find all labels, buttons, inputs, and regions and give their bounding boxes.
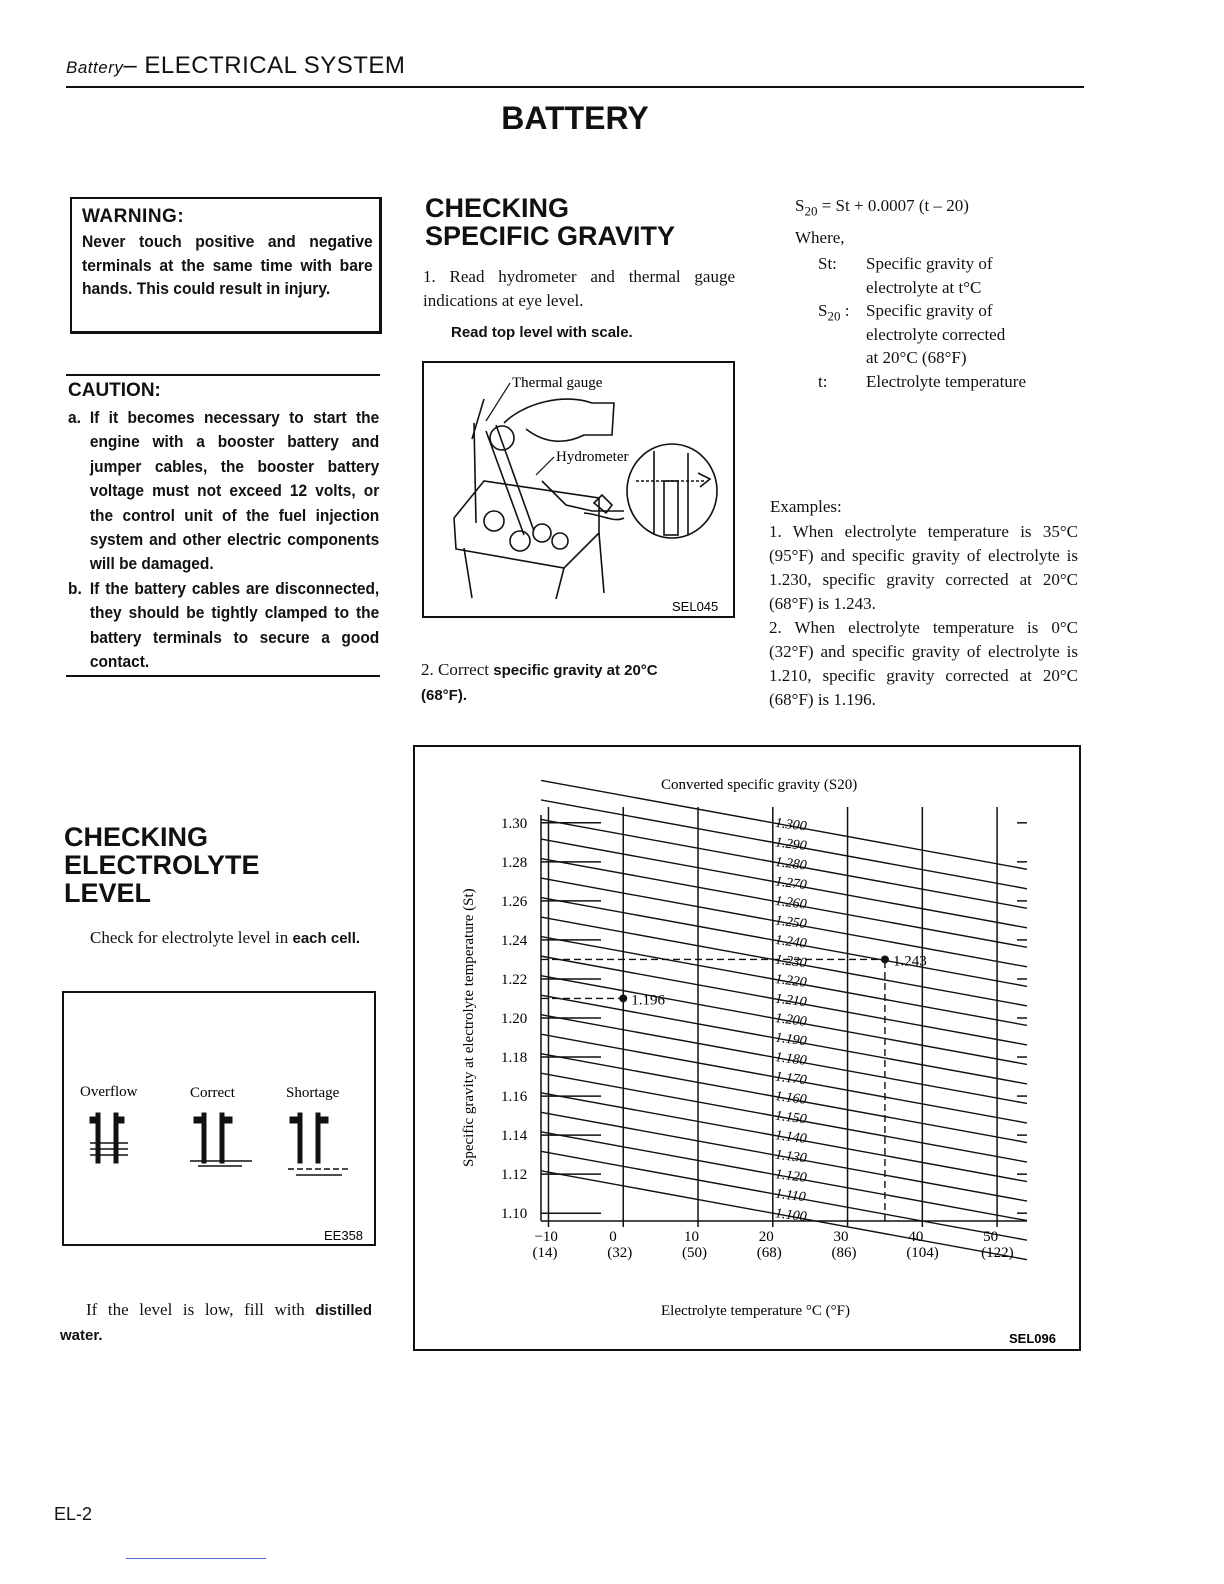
chart-title: Converted specific gravity (S20) <box>661 777 858 793</box>
chart-ylabel: Specific gravity at electrolyte temperature (St) <box>461 888 477 1167</box>
caution-item-a-text: If it becomes necessary to start the engine with a booster battery and jumper cables, the booster battery voltage must not exceed 12 volts, or the control unit of the fuel injection system and other electric components will be damaged. <box>89 408 380 574</box>
electrolyte-level-drawing <box>64 993 374 1244</box>
warning-title: WARNING: <box>82 206 185 227</box>
electrolyte-heading <box>64 823 260 907</box>
electrolyte-check-bold: each cell. <box>292 930 361 947</box>
formula-equation <box>795 196 969 219</box>
chart-s20-line-label: 1.180 <box>774 1050 808 1069</box>
formula-definitions <box>818 252 1026 394</box>
chart-y-tick-label: 1.10 <box>501 1206 528 1223</box>
chart-x-tick-label-c: 50 <box>983 1229 999 1245</box>
section-title: – ELECTRICAL SYSTEM <box>123 52 406 79</box>
chart-s20-line-label: 1.250 <box>774 913 808 933</box>
chart-x-tick-label-c: −10 <box>534 1229 558 1245</box>
chart-y-tick-label: 1.12 <box>501 1167 528 1184</box>
term-s20 <box>818 299 866 370</box>
hydrometer-drawing <box>424 363 733 616</box>
def-t: Electrolyte temperature <box>866 371 1026 391</box>
page-number: EL-2 <box>54 1504 93 1524</box>
electrolyte-level-figure <box>62 991 376 1246</box>
s20-symbol: S <box>795 196 805 215</box>
caution-list <box>68 406 379 674</box>
chart-s20-line-label: 1.140 <box>774 1128 808 1147</box>
chart-s20-line-label: 1.160 <box>774 1089 808 1108</box>
hydrometer-figure <box>422 361 735 618</box>
term-st: St: <box>818 254 837 273</box>
example-2: 2. When electrolyte temperature is 0°C (32°F) and specific gravity of electrolyte is 1.210, specific gravity corrected at 20°C (68°F) is 1.196. <box>769 618 1078 709</box>
hydrometer-inset <box>627 444 717 538</box>
sg-heading-line2: SPECIFIC GRAVITY <box>425 221 676 251</box>
caution-item-b-text: If the battery cables are disconnected, they should be tightly clamped to the battery terminals to secure a good contact. <box>89 578 380 672</box>
specific-gravity-heading <box>425 194 675 250</box>
caution-item-a <box>68 406 379 577</box>
chart-y-tick-labels <box>501 816 528 1222</box>
term-s20-sym: S <box>818 301 828 321</box>
sg-step2-bold-b: (68°F). <box>421 687 468 704</box>
chart-x-tick-label-c: 10 <box>684 1229 700 1245</box>
electrolyte-fill-text <box>60 1298 372 1348</box>
electrolyte-fill-plain: If the level is low, fill with <box>86 1300 316 1319</box>
chart-x-tick-label-c: 30 <box>833 1229 849 1245</box>
def-s20-line1: Specific gravity of <box>866 301 993 321</box>
chart-x-tick-labels <box>532 1229 1013 1261</box>
page-title: BATTERY <box>501 100 649 136</box>
fig-label-overflow: Overflow <box>80 1084 138 1100</box>
chart-s20-line-label: 1.120 <box>774 1167 808 1186</box>
chart-example-label: 1.196 <box>631 992 665 1009</box>
chart-x-tick-label-f: (32) <box>607 1245 633 1261</box>
term-s20-sub: 20 <box>827 308 841 324</box>
electrolyte-fill-bold: distilled water. <box>60 1302 372 1344</box>
electrolyte-heading-line2: ELECTROLYTE <box>64 850 260 880</box>
chart-s20-line-label: 1.130 <box>774 1147 808 1167</box>
sg-step2 <box>421 658 741 708</box>
chart-y-tick-label: 1.26 <box>501 893 528 910</box>
chart-s20-line-label: 1.110 <box>774 1186 807 1206</box>
def-st-line1: Specific gravity of <box>866 254 993 273</box>
term-s20-colon: : <box>840 301 850 321</box>
chart-s20-line-label: 1.240 <box>774 933 808 952</box>
chart-s20-line-label: 1.230 <box>774 952 808 972</box>
chart-s20-line-label: 1.150 <box>774 1108 808 1128</box>
chart-example-label: 1.243 <box>892 953 927 970</box>
caution-bottom-rule <box>66 675 380 677</box>
section-name: Battery <box>66 58 124 77</box>
gravity-chart-figure <box>413 745 1081 1351</box>
sg-step2-plain: 2. Correct <box>421 660 494 679</box>
chart-s20-lines <box>541 780 1027 1259</box>
footer-rule <box>126 1558 266 1559</box>
def-s20-line2: electrolyte corrected <box>866 324 1006 344</box>
equation-text: = St + 0.0007 (t – 20) <box>817 196 969 215</box>
chart-example-point <box>881 955 889 963</box>
warning-box <box>70 197 382 334</box>
chart-s20-line-label: 1.290 <box>774 835 808 855</box>
term-t: t: <box>818 371 828 391</box>
examples-title: Examples: <box>770 497 842 516</box>
chart-y-tick-label: 1.20 <box>501 1011 528 1027</box>
chart-x-tick-label-f: (14) <box>532 1245 558 1261</box>
sg-step1: 1. Read hydrometer and thermal gauge indications at eye level. <box>423 267 735 310</box>
chart-x-tick-label-c: 40 <box>908 1229 924 1245</box>
chart-s20-line-label: 1.260 <box>774 893 808 913</box>
chart-y-tick-label: 1.16 <box>501 1089 528 1106</box>
chart-y-tick-label: 1.24 <box>501 932 528 949</box>
chart-y-tick-label: 1.28 <box>501 854 528 871</box>
examples-list <box>769 520 1078 712</box>
fig-code-sel096: SEL096 <box>1009 1331 1056 1346</box>
section-header <box>66 52 405 80</box>
def-st-line2: electrolyte at t°C <box>866 277 982 297</box>
def-s20-line3: at 20°C (68°F) <box>866 348 967 368</box>
chart-x-tick-label-f: (122) <box>981 1245 1014 1261</box>
chart-y-tick-label: 1.18 <box>501 1050 528 1067</box>
chart-example-point <box>619 994 627 1002</box>
shortage-cell-icon <box>288 1113 348 1175</box>
electrolyte-check-plain: Check for electrolyte level in <box>90 928 293 947</box>
gravity-chart <box>415 747 1079 1349</box>
caution-title: CAUTION: <box>68 380 161 401</box>
battery-illustration <box>454 399 624 599</box>
warning-text: Never touch positive and negative terminals at the same time with bare hands. This could result in injury. <box>82 232 373 298</box>
fig-code-sel045: SEL045 <box>672 599 719 614</box>
label-thermal-gauge: Thermal gauge <box>512 375 603 391</box>
chart-y-tick-label: 1.14 <box>501 1128 528 1145</box>
electrolyte-heading-line1: CHECKING <box>64 822 209 852</box>
example-1: 1. When electrolyte temperature is 35°C (95°F) and specific gravity of electrolyte is 1.230, specific gravity corrected at 20°C (68°F) is 1.243. <box>769 522 1078 613</box>
chart-s20-line-label: 1.170 <box>774 1069 808 1089</box>
overflow-cell-icon <box>90 1113 128 1163</box>
formula-where: Where, <box>795 228 845 247</box>
sg-heading-line1: CHECKING <box>425 193 570 223</box>
chart-s20-line-label: 1.220 <box>774 972 808 991</box>
chart-s20-line-label: 1.280 <box>774 854 808 874</box>
chart-s20-line-label: 1.300 <box>774 815 808 835</box>
chart-s20-line-label: 1.270 <box>774 874 808 894</box>
chart-x-tick-label-c: 20 <box>758 1229 774 1245</box>
chart-s20-line-label: 1.200 <box>774 1011 808 1030</box>
label-hydrometer: Hydrometer <box>556 449 629 465</box>
chart-x-tick-label-f: (68) <box>756 1245 782 1261</box>
fig-label-correct: Correct <box>190 1085 235 1101</box>
caution-item-a-marker: a. <box>68 408 81 427</box>
s20-subscript: 20 <box>804 203 818 219</box>
chart-s20-line-label: 1.100 <box>774 1206 808 1226</box>
chart-x-tick-label-f: (86) <box>831 1245 857 1261</box>
chart-x-tick-label-f: (50) <box>682 1245 708 1261</box>
sg-step1-note: Read top level with scale. <box>451 324 633 341</box>
caution-top-rule <box>66 374 380 376</box>
chart-s20-line-label: 1.190 <box>774 1030 808 1050</box>
caution-item-b-marker: b. <box>68 578 82 598</box>
fig-code-ee358: EE358 <box>324 1228 364 1243</box>
header-rule <box>66 86 1084 88</box>
chart-xlabel: Electrolyte temperature °C (°F) <box>661 1303 851 1319</box>
chart-x-tick-label-f: (104) <box>906 1245 939 1261</box>
chart-x-tick-label-c: 0 <box>609 1229 617 1245</box>
caution-item-b <box>68 577 379 675</box>
chart-y-tick-label: 1.22 <box>501 971 528 988</box>
fig-label-shortage: Shortage <box>286 1085 340 1101</box>
correct-cell-icon <box>190 1113 252 1166</box>
chart-y-tick-label: 1.30 <box>501 815 528 832</box>
electrolyte-heading-line3: LEVEL <box>64 878 152 908</box>
electrolyte-check-text <box>64 926 376 951</box>
sg-step2-bold-a: specific gravity at 20°C <box>493 662 658 679</box>
chart-s20-line-label: 1.210 <box>774 991 808 1011</box>
